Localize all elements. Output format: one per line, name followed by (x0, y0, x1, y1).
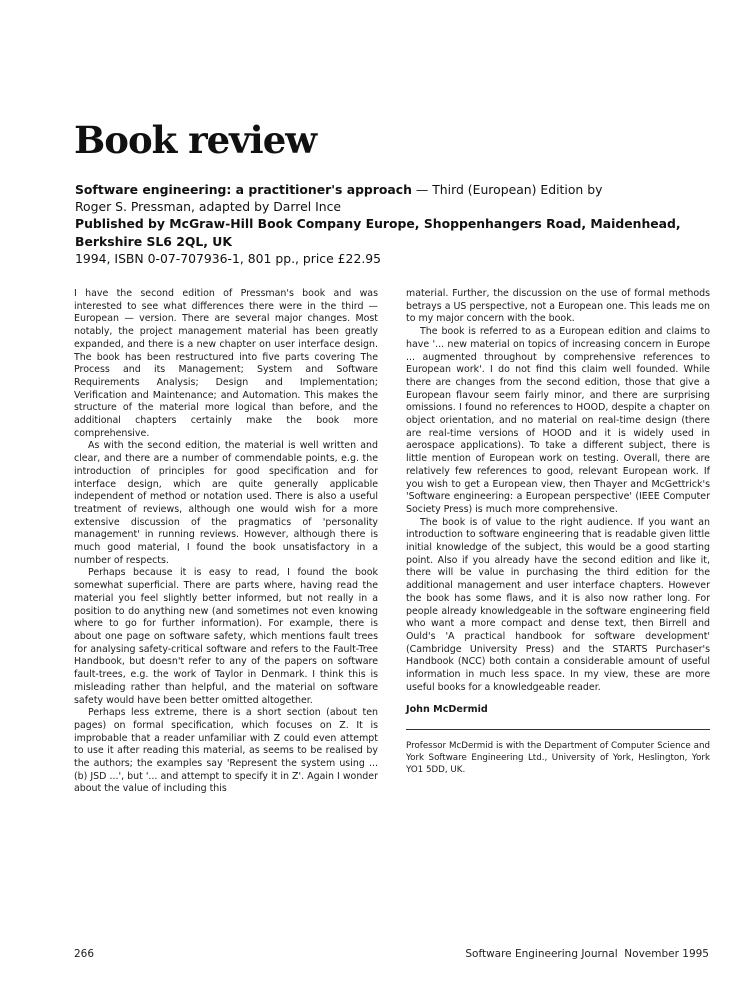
paragraph: I have the second edition of Pressman's book and was interested to see what differences there were in the third — European — version. There are several major changes. Most notably, the project management material has been greatly expanded, and there is a new chapter on user interface design. The book has been restructured into five parts covering The Process and its Management; System and Software Requirements Analysis; Design and Implementation; Verification and Maintenance; and Automation. This makes the structure of the material more logical than before, and the additional chapters certainly make the book more comprehensive. (74, 288, 378, 439)
page-title: Book review (74, 118, 317, 162)
book-authors: Roger S. Pressman, adapted by Darrel Ince (75, 199, 342, 215)
paragraph: material. Further, the discussion on the use of formal methods betrays a US perspective, not a European one. This leads me on to my major concern with the book. (406, 288, 710, 325)
book-details: 1994, ISBN 0-07-707936-1, 801 pp., price £22.95 (75, 250, 382, 266)
paragraph: The book is of value to the right audience. If you want an introduction to software engineering that is readable given little initial knowledge of the subject, this would be a good starting point. Also if you already have the second edition and like it, there will be value in purchasing the third edition for the additional management and user interface chapters. However the book has some flaws, and it is also now rather long. For people already knowledgeable in the software engineering field who want a more compact and dense text, then Birrell and Ould's 'A practical handbook for software development' (Cambridge University Press) and the STARTS Purchaser's Handbook (NCC) both contain a considerable amount of useful information in much less space. In my view, these are more useful books for a knowledgeable reader. (406, 516, 710, 693)
left-column (74, 288, 378, 796)
journal-footer: Software Engineering Journal November 1995 (465, 948, 709, 960)
right-column (406, 288, 710, 777)
book-citation (75, 181, 715, 267)
book-edition: — Third (European) Edition by (411, 182, 603, 197)
book-title: Software engineering: a practitioner's approach (75, 182, 412, 197)
reviewer-affiliation: Professor McDermid is with the Department of Computer Science and York Software Engineering Ltd., University of York, Heslington, York YO1 5DD, UK. (406, 741, 710, 775)
paragraph: The book is referred to as a European edition and claims to have '... new material on topics of increasing concern in Europe ... augmented throughout by comprehensive references to European work'. I do not find this claim well founded. While there are changes from the second edition, those that give a European flavour seem fairly minor, and there are surprising omissions. I found no references to HOOD, despite a chapter on object orientation, and no material on real-time design (there are real-time versions of HOOD and it is widely used in aerospace applications). To take a different subject, there is little mention of European work on testing. Overall, there are relatively few references to good, relevant European work. If you wish to get a European view, then Thayer and McGettrick's 'Software engineering: a European perspective' (IEEE Computer Society Press) is much more comprehensive. (406, 326, 710, 515)
divider (406, 729, 710, 730)
book-publisher-line2: Berkshire SL6 2QL, UK (75, 233, 232, 249)
paragraph: Perhaps less extreme, there is a short section (about ten pages) on formal specification, which focuses on Z. It is improbable that a reader unfamiliar with Z could even attempt to use it after reading this material, as seems to be realised by the authors; the examples say 'Represent the system using ... (b) JSD ...', but '... and attempt to specify it in Z'. Again I wonder about the value of including this (74, 707, 378, 795)
paragraph: As with the second edition, the material is well written and clear, and there are a number of commendable points, e.g. the introduction of principles for good specification and for interface design, which are quite generally applicable independent of method or notation used. There is also a useful treatment of reviews, although one would wish for a more extensive discussion of the pragmatics of 'personality management' in running reviews. However, although there is much good material, I found the book unsatisfactory in a number of respects. (74, 440, 378, 566)
book-publisher-line1: Published by McGraw-Hill Book Company Europe, Shoppenhangers Road, Maidenhead, (75, 216, 681, 232)
page-number: 266 (74, 948, 95, 960)
book-heading-line (75, 181, 715, 198)
paragraph: Perhaps because it is easy to read, I found the book somewhat superficial. There are parts where, having read the material you feel slightly better informed, but not really in a position to do anything new (and sometimes not even knowing where to go for further information). For example, there is about one page on software safety, which mentions fault trees for analysing safety-critical software and refers to the Fault-Tree Handbook, but doesn't refer to any of the papers on software fault-trees, e.g. the work of Taylor in Denmark. I think this is misleading rather than helpful, and the material on software safety would have been better omitted altogether. (74, 567, 378, 706)
reviewer-name: John McDermid (406, 703, 488, 715)
